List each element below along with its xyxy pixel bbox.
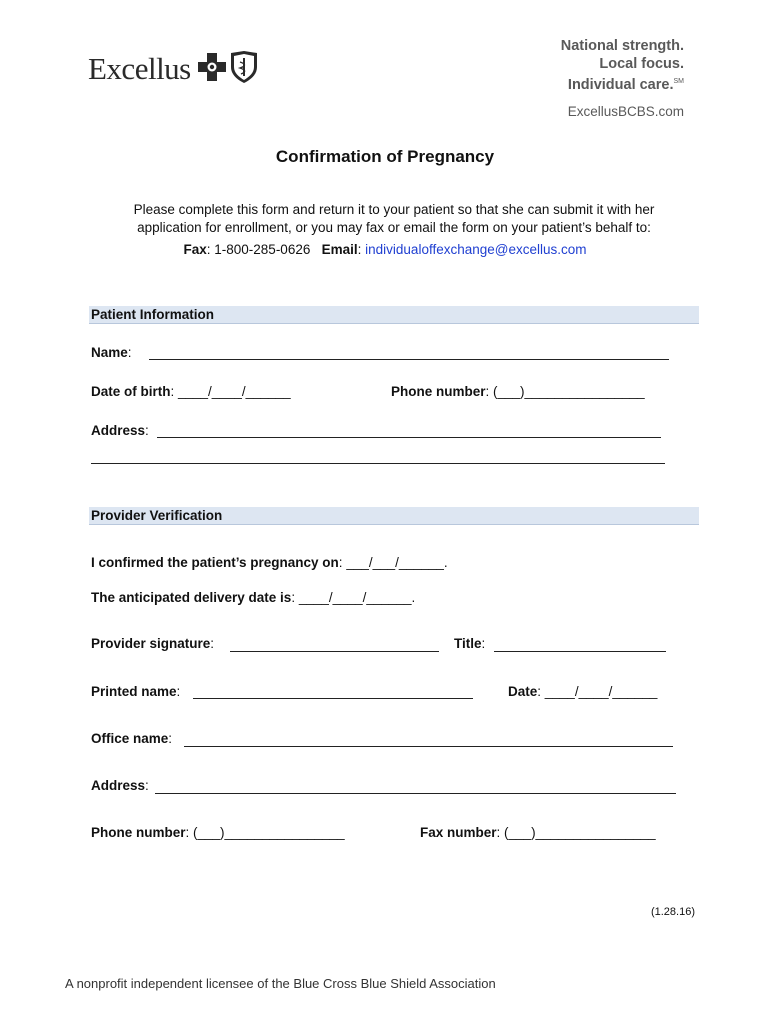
office-name-field[interactable] bbox=[184, 746, 673, 747]
signature-field[interactable] bbox=[230, 651, 439, 652]
intro-line-2: application for enrollment, or you may fax or email the form on your patient’s behalf to: bbox=[137, 220, 651, 235]
website-url: ExcellusBCBS.com bbox=[567, 104, 684, 119]
printed-name-label: Printed name bbox=[91, 684, 177, 699]
patient-address-field-line-2[interactable] bbox=[91, 463, 665, 464]
fax-number-label: Fax number bbox=[420, 825, 497, 840]
fax-label: Fax bbox=[183, 242, 207, 257]
office-address-field[interactable] bbox=[155, 793, 676, 794]
date-label: Date bbox=[508, 684, 538, 699]
provider-title-label: Title bbox=[454, 636, 482, 651]
signature-label: Provider signature bbox=[91, 636, 211, 651]
patient-phone-label: Phone number bbox=[391, 384, 486, 399]
excellus-logo bbox=[88, 40, 259, 84]
tagline bbox=[561, 37, 684, 94]
printed-name-field[interactable] bbox=[193, 698, 473, 699]
office-name-label: Office name bbox=[91, 731, 169, 746]
fax-number-field[interactable]: (___)________________ bbox=[504, 825, 656, 840]
patient-name-field[interactable] bbox=[149, 359, 669, 360]
intro-text bbox=[100, 201, 688, 237]
blue-cross-icon bbox=[197, 52, 227, 82]
blue-shield-icon bbox=[229, 50, 259, 84]
confirmed-date-field[interactable]: ___/___/______. bbox=[346, 555, 448, 570]
date-field[interactable]: ____/____/______ bbox=[544, 684, 658, 699]
patient-info-section-header: Patient Information bbox=[89, 306, 699, 324]
provider-title-field[interactable] bbox=[494, 651, 666, 652]
tagline-line-1: National strength. bbox=[560, 38, 684, 54]
footer-disclaimer: A nonprofit independent licensee of the Blue Cross Blue Shield Association bbox=[65, 976, 496, 991]
email-label: Email bbox=[321, 242, 358, 257]
tagline-line-3: Individual care. bbox=[567, 76, 674, 93]
form-title: Confirmation of Pregnancy bbox=[275, 147, 495, 166]
brand-name: Excellus bbox=[88, 51, 191, 86]
patient-name-label: Name bbox=[91, 345, 128, 360]
confirmed-label: I confirmed the patient’s pregnancy on bbox=[91, 555, 339, 570]
dob-field[interactable]: ____/____/______ bbox=[178, 384, 291, 399]
fax-number: 1-800-285-0626 bbox=[214, 242, 311, 257]
patient-address-field[interactable] bbox=[157, 437, 661, 438]
form-version: (1.28.16) bbox=[650, 906, 695, 918]
email-link[interactable]: individualoffexchange@excellus.com bbox=[365, 242, 587, 257]
office-address-label: Address bbox=[91, 778, 146, 793]
patient-phone-field[interactable]: (___)________________ bbox=[493, 384, 645, 399]
provider-phone-field[interactable]: (___)________________ bbox=[193, 825, 345, 840]
tagline-line-2: Local focus. bbox=[599, 56, 684, 72]
contact-line: Fax: 1-800-285-0626 Email: individualoffexchange@excellus.com bbox=[183, 242, 587, 257]
patient-address-label: Address bbox=[91, 423, 146, 438]
service-mark: SM bbox=[673, 78, 684, 85]
delivery-date-field[interactable]: ____/____/______. bbox=[298, 590, 416, 605]
dob-label: Date of birth bbox=[91, 384, 171, 399]
intro-line-1: Please complete this form and return it to your patient so that she can submit it with her bbox=[133, 202, 655, 217]
provider-verification-section-header: Provider Verification bbox=[89, 507, 699, 525]
delivery-label: The anticipated delivery date is bbox=[91, 590, 292, 605]
provider-phone-label: Phone number bbox=[91, 825, 186, 840]
